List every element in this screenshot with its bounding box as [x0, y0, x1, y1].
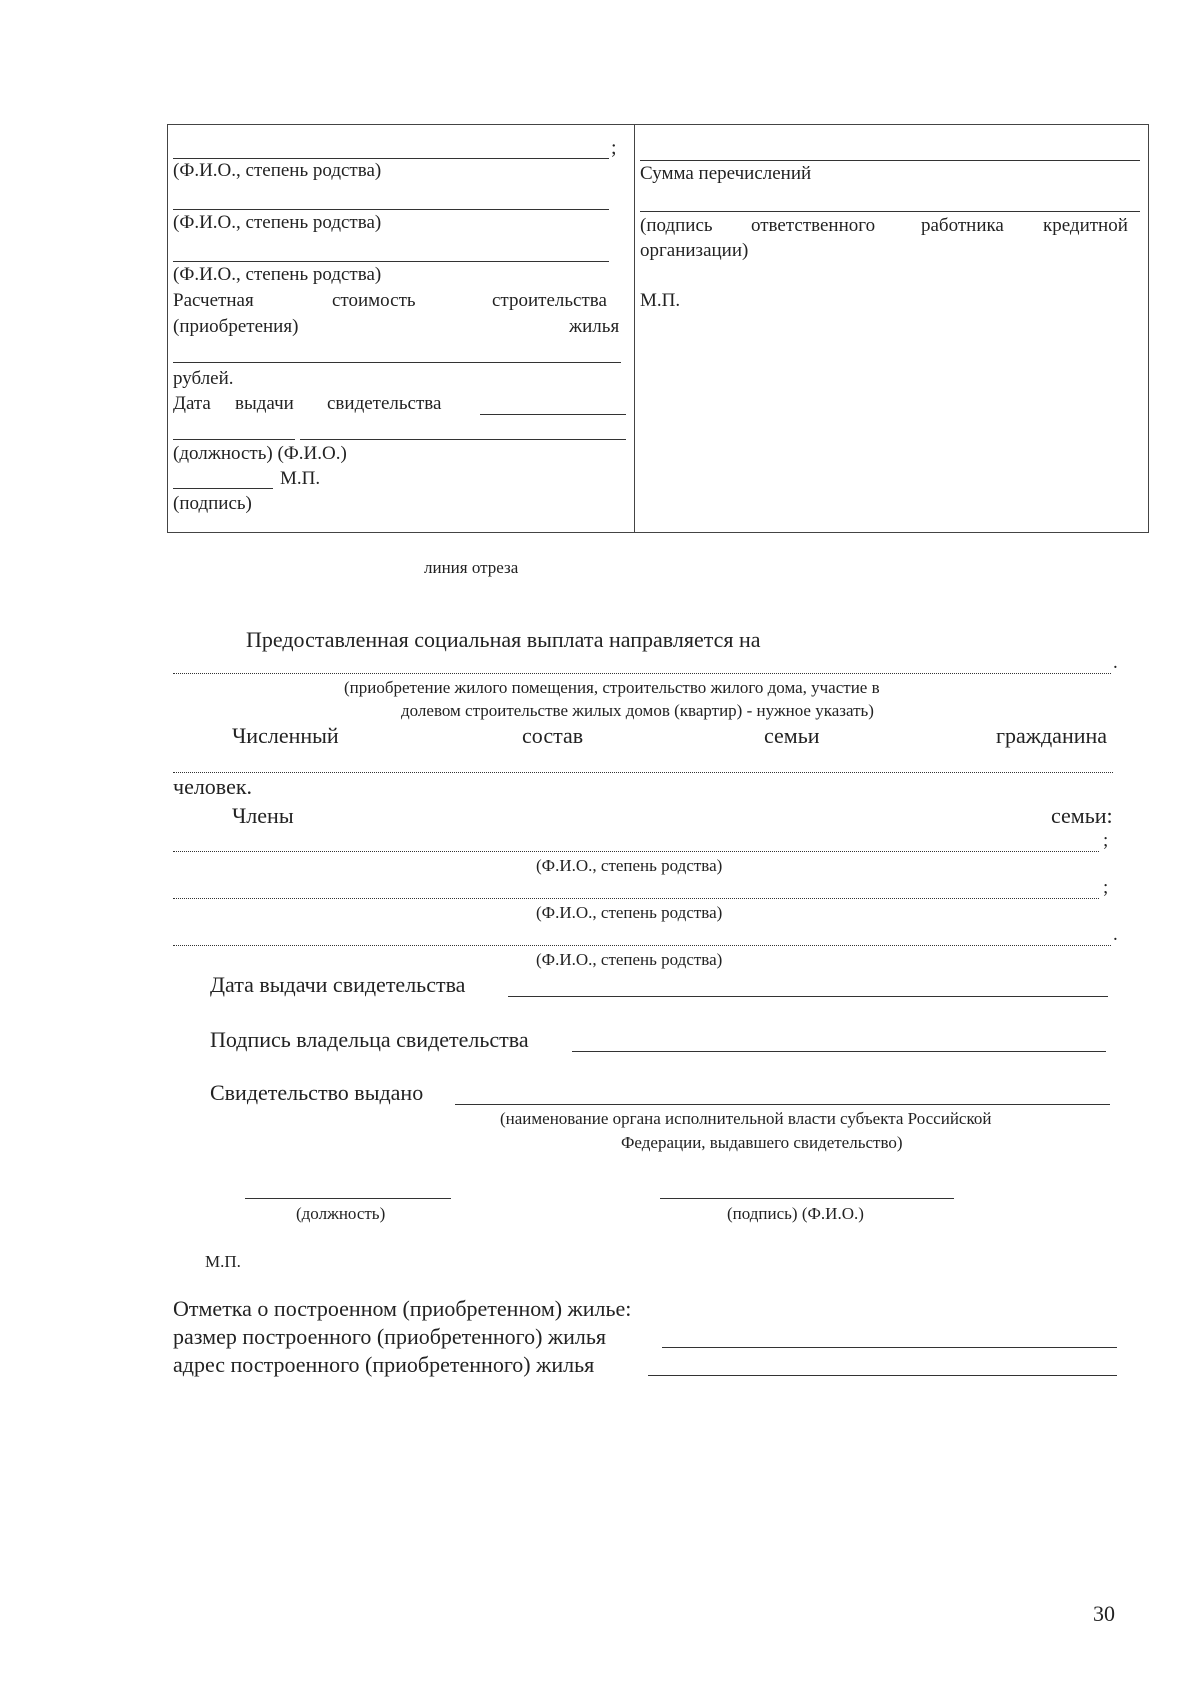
fio-caption-1: (Ф.И.О., степень родства) [173, 160, 382, 181]
cost-word-3: строительства [492, 290, 607, 311]
cut-line-label: линия отреза [424, 558, 519, 577]
cost-word-2: стоимость [332, 290, 416, 311]
payment-sum-label: Сумма перечислений [640, 163, 812, 184]
signature-field[interactable] [173, 488, 273, 489]
payment-sum-field[interactable] [640, 160, 1140, 161]
semicolon-1: ; [611, 137, 617, 159]
page-number: 30 [1093, 1601, 1115, 1626]
resp-word-1: (подпись [640, 215, 713, 236]
position-field[interactable] [173, 439, 295, 440]
cost-word-1: Расчетная [173, 290, 254, 311]
name-field[interactable] [300, 439, 626, 440]
owner-signature-label: Подпись владельца свидетельства [210, 1027, 529, 1052]
housing-address-label: адрес построенного (приобретенного) жилья [173, 1352, 595, 1377]
official-position-line[interactable] [245, 1198, 451, 1199]
count-word-1: Численный [232, 723, 339, 748]
owner-signature-line[interactable] [572, 1051, 1106, 1052]
member-caption-3: (Ф.И.О., степень родства) [536, 950, 723, 969]
cost-word-5: жилья [569, 316, 620, 337]
persons-label: человек. [173, 774, 253, 799]
housing-size-field[interactable] [662, 1347, 1117, 1348]
official-signature-caption: (подпись) (Ф.И.О.) [727, 1204, 864, 1223]
payment-hint-2: долевом строительстве жилых домов (квартир) - нужное указать) [401, 701, 874, 720]
payment-purpose-field[interactable] [173, 673, 1111, 674]
member-dot-3: . [1113, 924, 1118, 945]
official-signature-line[interactable] [660, 1198, 954, 1199]
count-word-2: состав [522, 723, 584, 748]
issue-date-line[interactable] [508, 996, 1108, 997]
family-member-3-field[interactable] [173, 261, 609, 262]
members-word-1: Члены [232, 803, 294, 828]
count-word-3: семьи [764, 723, 820, 748]
family-member-field-2[interactable] [173, 898, 1099, 899]
date-word-2: выдачи [235, 393, 294, 414]
date-word-3: свидетельства [327, 393, 442, 414]
stamp-label-left: М.П. [280, 468, 321, 489]
issue-stamp-label: М.П. [205, 1252, 241, 1271]
member-semicolon-1: ; [1103, 830, 1109, 851]
resp-line-2: организации) [640, 240, 749, 261]
family-member-2-field[interactable] [173, 209, 609, 210]
payment-hint-1: (приобретение жилого помещения, строительство жилого дома, участие в [344, 678, 880, 697]
fio-caption-2: (Ф.И.О., степень родства) [173, 212, 382, 233]
payment-intro: Предоставленная социальная выплата направляется на [246, 627, 761, 652]
cost-word-4: (приобретения) [173, 316, 299, 337]
family-member-1-field[interactable] [173, 158, 609, 159]
issued-by-hint-1: (наименование органа исполнительной власти субъекта Российской [500, 1109, 992, 1128]
resp-word-3: работника [921, 215, 1004, 236]
payment-purpose-dot: . [1113, 652, 1118, 673]
official-position-caption: (должность) [296, 1204, 386, 1223]
housing-mark-label: Отметка о построенном (приобретенном) жилье: [173, 1296, 632, 1321]
member-caption-1: (Ф.И.О., степень родства) [536, 856, 723, 875]
member-semicolon-2: ; [1103, 877, 1109, 898]
count-word-4: гражданина [996, 723, 1108, 748]
member-caption-2: (Ф.И.О., степень родства) [536, 903, 723, 922]
table-column-divider [634, 124, 635, 532]
resp-word-4: кредитной [1043, 215, 1128, 236]
stamp-label-right: М.П. [640, 290, 681, 311]
members-word-2: семьи: [1051, 803, 1113, 828]
housing-address-field[interactable] [648, 1375, 1117, 1376]
issue-date-field[interactable] [480, 414, 626, 415]
issued-by-label: Свидетельство выдано [210, 1080, 424, 1105]
resp-word-2: ответственного [751, 215, 876, 236]
position-fio-caption: (должность) (Ф.И.О.) [173, 443, 347, 464]
issued-by-line[interactable] [455, 1104, 1110, 1105]
issue-date-label: Дата выдачи свидетельства [210, 972, 466, 997]
fio-caption-3: (Ф.И.О., степень родства) [173, 264, 382, 285]
family-member-field-3[interactable] [173, 945, 1111, 946]
housing-size-label: размер построенного (приобретенного) жилья [173, 1324, 607, 1349]
date-word-1: Дата [173, 393, 211, 414]
cost-amount-field[interactable] [173, 362, 621, 363]
signature-caption: (подпись) [173, 493, 252, 514]
family-member-field-1[interactable] [173, 851, 1099, 852]
family-count-field[interactable] [173, 772, 1113, 773]
bank-signature-field[interactable] [640, 211, 1140, 212]
issued-by-hint-2: Федерации, выдавшего свидетельство) [621, 1133, 903, 1152]
rubles-label: рублей. [173, 368, 234, 389]
